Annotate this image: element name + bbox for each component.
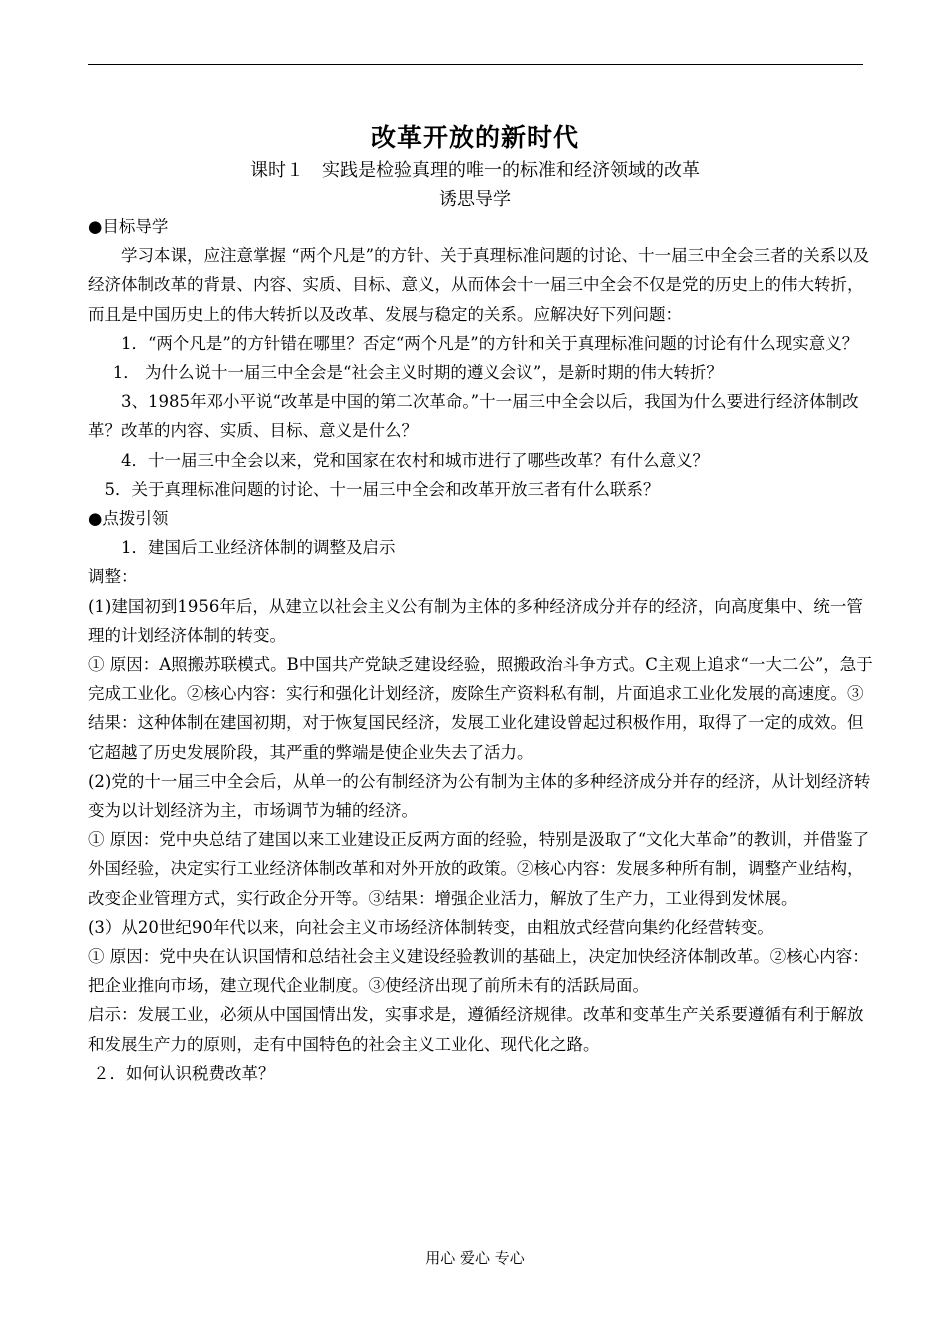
question-2: 1． 为什么说十一届三中全会是“社会主义时期的遵义会议”，是新时期的伟大转折？	[112, 363, 723, 383]
document-body	[88, 212, 873, 1088]
guide-heading: ●点拨引领	[88, 509, 169, 529]
goal-intro: 学习本课，应注意掌握 “两个凡是”的方针、关于真理标准问题的讨论、十一届三中全会三者的关系以及经济体制改革的背景、内容、实质、目标、意义，从而体会十一届三中全会不仅是党的历史上的伟大转折，而且是中国历史上的伟大转折以及改革、发展与稳定的关系。应解决好下列问题：	[88, 246, 870, 324]
question-1: 1．“两个凡是”的方针错在哪里？否定“两个凡是”的方针和关于真理标准问题的讨论有什么现实意义？	[121, 333, 859, 353]
page-footer: 用心 爱心 专心	[425, 1249, 525, 1267]
header-rule	[88, 64, 863, 65]
paragraph-3-detail: ① 原因：党中央在认识国情和总结社会主义建设经验教训的基础上，决定加快经济体制改革。②核心内容：把企业推向市场，建立现代企业制度。③使经济出现了前所未有的活跃局面。	[88, 947, 869, 996]
insight-paragraph: 启示：发展工业，必须从中国国情出发，实事求是，遵循经济规律。改革和变革生产关系要遵循有利于解放和发展生产力的原则，走有中国特色的社会主义工业化、现代化之路。	[88, 1005, 864, 1054]
paragraph-2: (2)党的十一届三中全会后，从单一的公有制经济为公有制为主体的多种经济成分并存的经济，从计划经济转变为以计划经济为主，市场调节为辅的经济。	[88, 771, 871, 821]
lesson-subtitle: 课时１ 实践是检验真理的唯一的标准和经济领域的改革	[250, 160, 700, 181]
paragraph-1-detail: ① 原因：A照搬苏联模式。B中国共产党缺乏建设经验，照搬政治斗争方式。C主观上追求“一大二公”，急于完成工业化。②核心内容：实行和强化计划经济，废除生产资料私有制，片面追求工业化发展的高速度。③结果：这种体制在建国初期，对于恢复国民经济，发展工业化建设曾起过积极作用，取得了一定的成效。但它超越了历史发展阶段，其严重的弊端是使企业失去了活力。	[88, 655, 873, 762]
question-5: 5．关于真理标准问题的讨论、十一届三中全会和改革开放三者有什么联系？	[104, 479, 660, 499]
paragraph-1: (1)建国初到1956年后，从建立以社会主义公有制为主体的多种经济成分并存的经济，向高度集中、统一管理的计划经济体制的转变。	[88, 596, 863, 645]
point-1-heading: 1．建国后工业经济体制的调整及启示	[121, 538, 396, 558]
adjust-label: 调整：	[88, 567, 138, 587]
page-title: 改革开放的新时代	[370, 123, 579, 152]
question-3: 3、1985年邓小平说“改革是中国的第二次革命。”十一届三中全会以后，我国为什么要进行经济体制改革？改革的内容、实质、目标、意义是什么？	[88, 392, 859, 441]
question-4: 4．十一届三中全会以来，党和国家在农村和城市进行了哪些改革？有什么意义？	[121, 450, 709, 470]
section-title: 诱思导学	[439, 189, 511, 210]
goal-heading: ●目标导学	[88, 217, 169, 236]
point-2-heading: ２．如何认识税费改革？	[92, 1063, 275, 1083]
paragraph-3: (3）从20世纪90年代以来，向社会主义市场经济体制转变，由粗放式经营向集约化经营转变。	[88, 917, 774, 937]
paragraph-2-detail: ① 原因：党中央总结了建国以来工业建设正反两方面的经验，特别是汲取了“文化大革命”的教训，并借鉴了外国经验，决定实行工业经济体制改革和对外开放的政策。②核心内容：发展多种所有制，调整产业结构，改变企业管理方式，实行政企分开等。③结果：增强企业活力，解放了生产力，工业得到发怵展。	[88, 830, 870, 908]
